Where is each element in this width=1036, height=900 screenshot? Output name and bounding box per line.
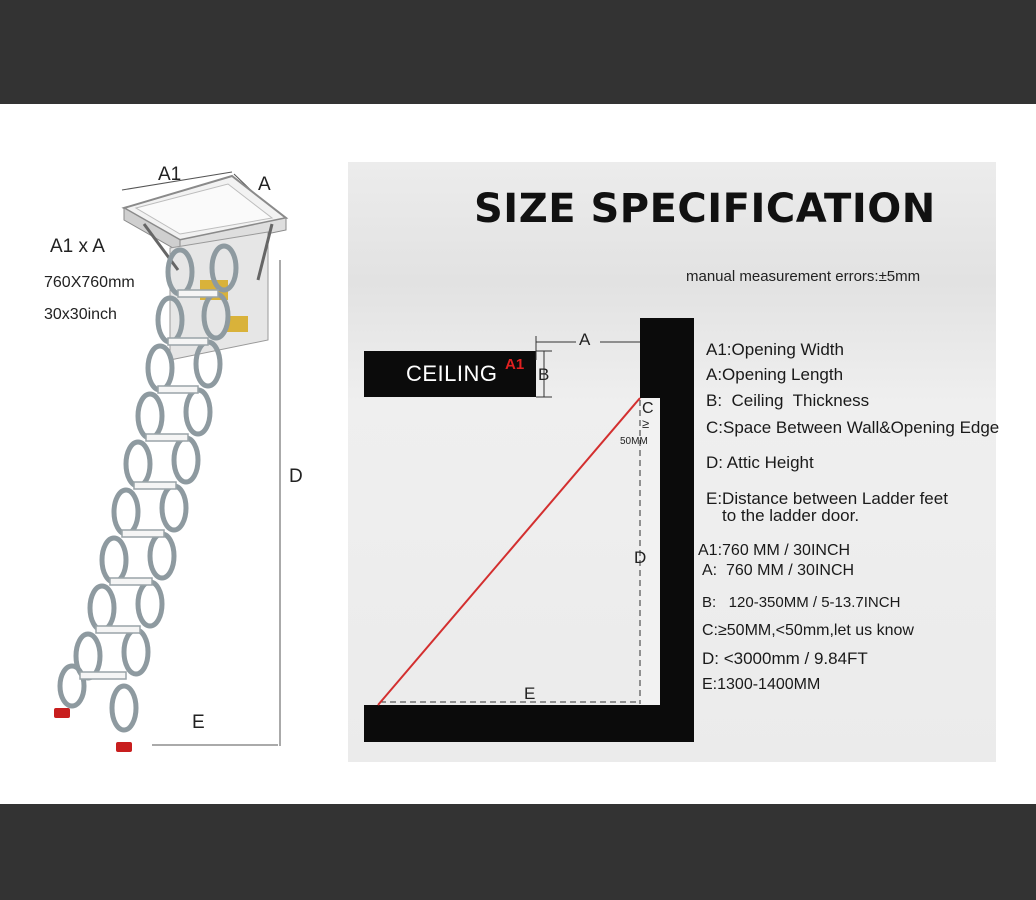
opening-formula: A1 x A xyxy=(50,236,105,257)
value-c: C:≥50MM,<50mm,let us know xyxy=(702,622,914,639)
c-diagram-value: 50MM xyxy=(620,436,648,447)
a1-diagram-marker: A1 xyxy=(505,356,525,373)
diagram-lines xyxy=(348,300,668,720)
c-diagram-symbol: ≥ xyxy=(642,416,650,431)
legend-a: A:Opening Length xyxy=(706,365,844,384)
legend-c: C:Space Between Wall&Opening Edge xyxy=(706,418,1000,437)
measurement-note: manual measurement errors:±5mm xyxy=(686,268,921,285)
a-diagram-label: A xyxy=(579,330,591,349)
value-a1: A1:760 MM / 30INCH xyxy=(698,542,851,559)
c-diagram-label: C xyxy=(642,400,654,417)
legend-e: E:Distance between Ladder feet xyxy=(706,489,948,508)
legend-e-cont: to the ladder door. xyxy=(722,506,860,525)
ceiling-label: CEILING xyxy=(406,361,498,386)
e-diagram-label: E xyxy=(524,684,536,703)
value-b: B: 120-350MM / 5-13.7INCH xyxy=(702,594,901,611)
legend-d: D: Attic Height xyxy=(706,453,814,472)
d-dimension-label: D xyxy=(289,466,303,487)
value-e: E:1300-1400MM xyxy=(702,676,821,693)
a-dimension-label: A xyxy=(258,174,271,195)
value-a: A: 760 MM / 30INCH xyxy=(702,562,855,579)
top-band xyxy=(0,0,1036,104)
opening-size-inch: 30x30inch xyxy=(44,306,117,323)
d-diagram-label: D xyxy=(634,548,647,567)
b-diagram-label: B xyxy=(538,365,550,384)
e-dimension-label: E xyxy=(192,712,205,733)
opening-size-mm: 760X760mm xyxy=(44,274,135,291)
legend-b: B: Ceiling Thickness xyxy=(706,391,870,410)
ladder-foot-right xyxy=(116,742,132,752)
spec-title: SIZE SPECIFICATION xyxy=(474,186,936,232)
ladder-foot-left xyxy=(54,708,70,718)
bottom-band xyxy=(0,804,1036,900)
value-d: D: <3000mm / 9.84FT xyxy=(702,649,868,668)
a1-dimension-label: A1 xyxy=(158,164,182,185)
legend-a1: A1:Opening Width xyxy=(706,340,844,359)
